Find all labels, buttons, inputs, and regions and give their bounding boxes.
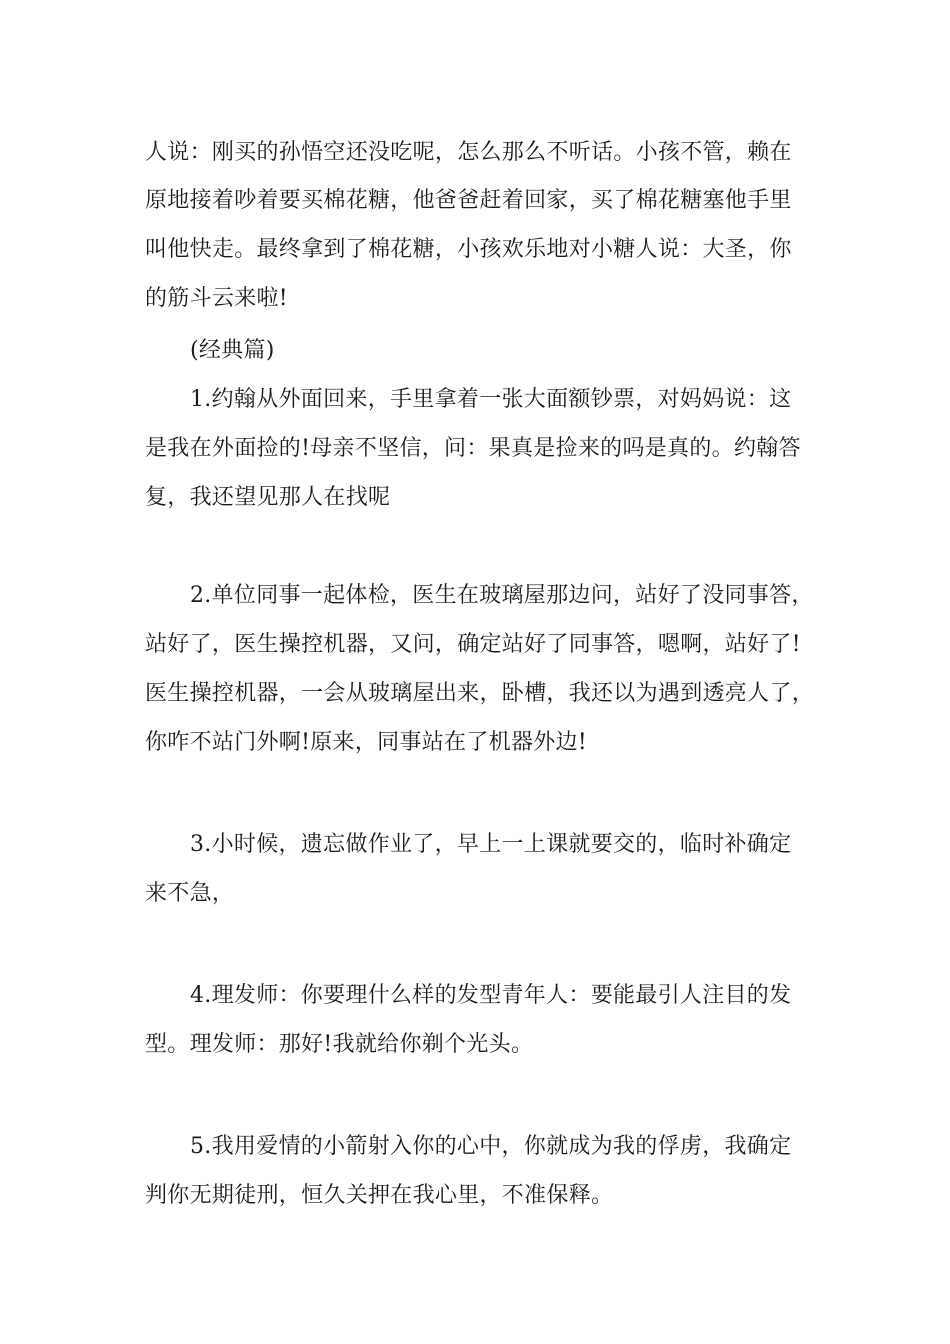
text-line: 原地接着吵着要买棉花糖，他爸爸赶着回家，买了棉花糖塞他手里 [145, 188, 792, 213]
text-line: 5.我用爱情的小箭射入你的心中，你就成为我的俘虏，我确定 [190, 1134, 792, 1159]
text-line: 人说：刚买的孙悟空还没吃呢，怎么那么不听话。小孩不管，赖在 [145, 140, 792, 165]
text-line: 3.小时候，遗忘做作业了，早上一上课就要交的，临时补确定 [190, 832, 792, 857]
section-heading: (经典篇) [190, 338, 275, 363]
text-line: 医生操控机器，一会从玻璃屋出来，卧槽，我还以为遇到透亮人了， [145, 681, 815, 706]
text-line: 4.理发师：你要理什么样的发型青年人：要能最引人注目的发 [190, 983, 792, 1008]
text-line: 2.单位同事一起体检，医生在玻璃屋那边问，站好了没同事答， [190, 583, 814, 608]
text-line: 的筋斗云来啦! [145, 286, 288, 311]
text-line: 站好了，医生操控机器，又问，确定站好了同事答，嗯啊，站好了! [145, 632, 801, 657]
text-line: 判你无期徒刑，恒久关押在我心里，不准保释。 [145, 1183, 614, 1208]
text-line: 来不急， [145, 881, 235, 906]
text-line: 型。理发师：那好!我就给你剃个光头。 [145, 1032, 534, 1057]
text-line: 复，我还望见那人在找呢 [145, 485, 391, 510]
text-line: 你咋不站门外啊!原来，同事站在了机器外边! [145, 730, 587, 755]
text-line: 1.约翰从外面回来，手里拿着一张大面额钞票，对妈妈说：这 [190, 387, 792, 412]
text-line: 叫他快走。最终拿到了棉花糖，小孩欢乐地对小糖人说：大圣，你 [145, 237, 792, 262]
text-line: 是我在外面捡的!母亲不坚信，问：果真是捡来的吗是真的。约翰答 [145, 436, 801, 461]
